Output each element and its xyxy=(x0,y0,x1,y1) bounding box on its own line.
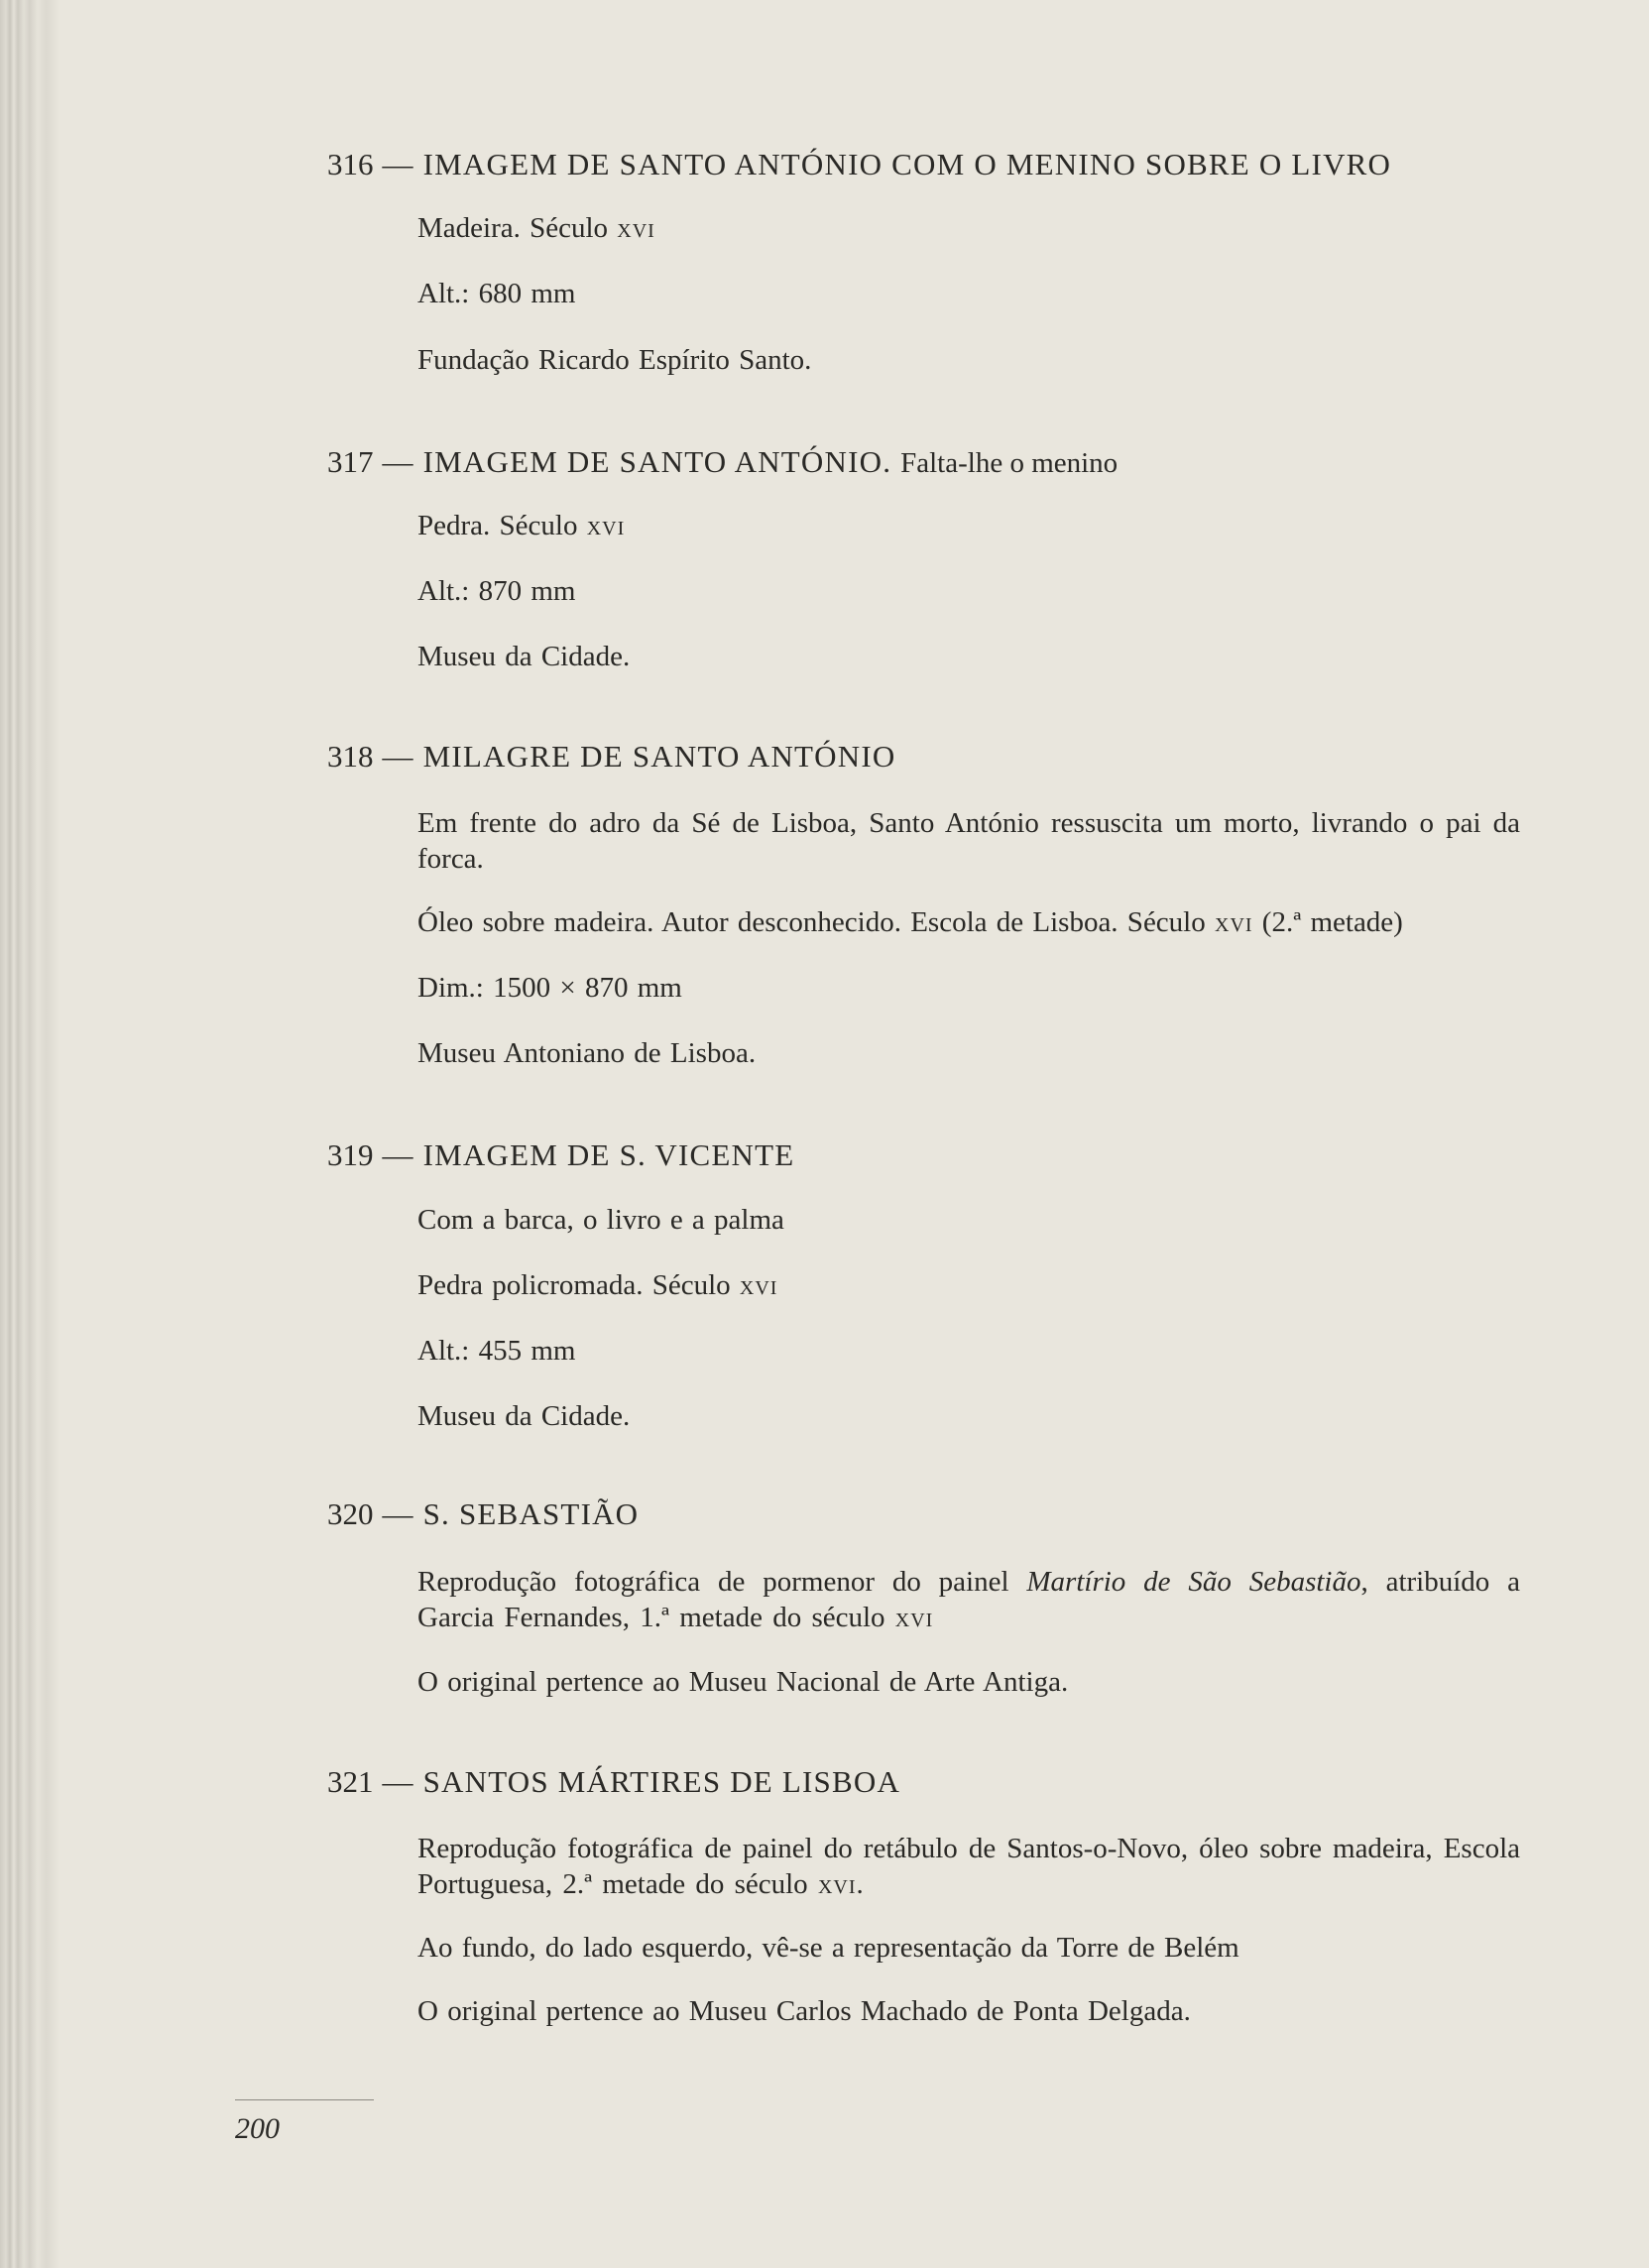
entry-title: MILAGRE DE SANTO ANTÓNIO xyxy=(422,739,896,774)
century-numeral: xvi xyxy=(586,510,626,541)
entry-title: IMAGEM DE S. VICENTE xyxy=(422,1137,795,1172)
dash: — xyxy=(382,1137,414,1172)
entry-line: Alt.: 870 mm xyxy=(417,575,576,607)
entry-number: 318 xyxy=(327,739,374,774)
century-numeral: xvi xyxy=(894,1602,934,1633)
entry-heading-318 xyxy=(327,739,895,775)
entry-number: 317 xyxy=(327,444,374,479)
century-numeral: xvi xyxy=(1215,906,1253,938)
entry-description xyxy=(417,1831,1520,1902)
dash: — xyxy=(382,444,414,479)
entry-line: Com a barca, o livro e a palma xyxy=(417,1204,784,1236)
entry-line xyxy=(417,1269,777,1302)
page-number: 200 xyxy=(235,2112,280,2145)
entry-line: Alt.: 680 mm xyxy=(417,278,576,309)
entry-line: Ao fundo, do lado esquerdo, vê-se a representação da Torre de Belém xyxy=(417,1932,1239,1964)
entry-heading-316 xyxy=(327,147,1391,182)
paragraph-text: , atribuído a Garcia Fernandes, 1.ª metade do século xyxy=(417,1566,1521,1633)
line-text: (2.ª metade) xyxy=(1252,906,1403,938)
entry-line: Museu Antoniano de Lisboa. xyxy=(417,1037,757,1069)
entry-heading-317 xyxy=(327,444,1118,480)
entry-title: IMAGEM DE SANTO ANTÓNIO. xyxy=(422,444,892,479)
entry-line: Museu da Cidade. xyxy=(417,641,631,672)
line-text: Pedra policromada. Século xyxy=(417,1269,740,1301)
century-numeral: xvi xyxy=(617,212,655,244)
entry-number: 320 xyxy=(327,1496,374,1531)
entry-title: SANTOS MÁRTIRES DE LISBOA xyxy=(422,1764,901,1799)
paragraph-text: Reprodução fotográfica de pormenor do painel xyxy=(417,1566,1027,1598)
entry-heading-321 xyxy=(327,1764,900,1800)
entry-description xyxy=(417,1564,1520,1635)
entry-title: S. SEBASTIÃO xyxy=(422,1496,640,1531)
dash: — xyxy=(382,739,414,774)
paragraph-text: . xyxy=(856,1868,864,1900)
footer-rule xyxy=(235,2099,374,2100)
artwork-title: Martírio de São Sebastião xyxy=(1026,1566,1361,1598)
entry-line: Alt.: 455 mm xyxy=(417,1335,576,1367)
century-numeral: xvi xyxy=(739,1269,778,1301)
entry-number: 316 xyxy=(327,147,374,181)
century-numeral: xvi xyxy=(817,1868,857,1900)
entry-number: 321 xyxy=(327,1764,374,1799)
line-text: Madeira. Século xyxy=(417,212,618,244)
entry-heading-320 xyxy=(327,1496,639,1532)
entry-heading-319 xyxy=(327,1137,794,1173)
entry-line: Dim.: 1500 × 870 mm xyxy=(417,972,682,1004)
entry-title-suffix: Falta-lhe o menino xyxy=(900,447,1119,479)
entry-line: O original pertence ao Museu Nacional de Arte Antiga. xyxy=(417,1666,1069,1698)
dash: — xyxy=(382,1496,414,1531)
entry-line: O original pertence ao Museu Carlos Machado de Ponta Delgada. xyxy=(417,1995,1191,2027)
dash: — xyxy=(382,1764,414,1799)
paragraph-text: Reprodução fotográfica de painel do retábulo de Santos-o-Novo, óleo sobre madeira, Escola Portuguesa, 2.ª metade do século xyxy=(417,1833,1520,1900)
entry-line xyxy=(417,510,625,542)
dash: — xyxy=(382,147,414,181)
entry-line xyxy=(417,906,1403,939)
entry-title: IMAGEM DE SANTO ANTÓNIO COM O MENINO SOBRE O LIVRO xyxy=(422,147,1392,181)
entry-number: 319 xyxy=(327,1137,374,1172)
line-text: Pedra. Século xyxy=(417,510,587,541)
entry-line: Fundação Ricardo Espírito Santo. xyxy=(417,344,812,376)
entry-line xyxy=(417,212,655,245)
entry-description: Em frente do adro da Sé de Lisboa, Santo António ressuscita um morto, livrando o pai da forca. xyxy=(417,807,1520,875)
line-text: Óleo sobre madeira. Autor desconhecido. Escola de Lisboa. Século xyxy=(417,906,1215,938)
entry-line: Museu da Cidade. xyxy=(417,1400,631,1432)
